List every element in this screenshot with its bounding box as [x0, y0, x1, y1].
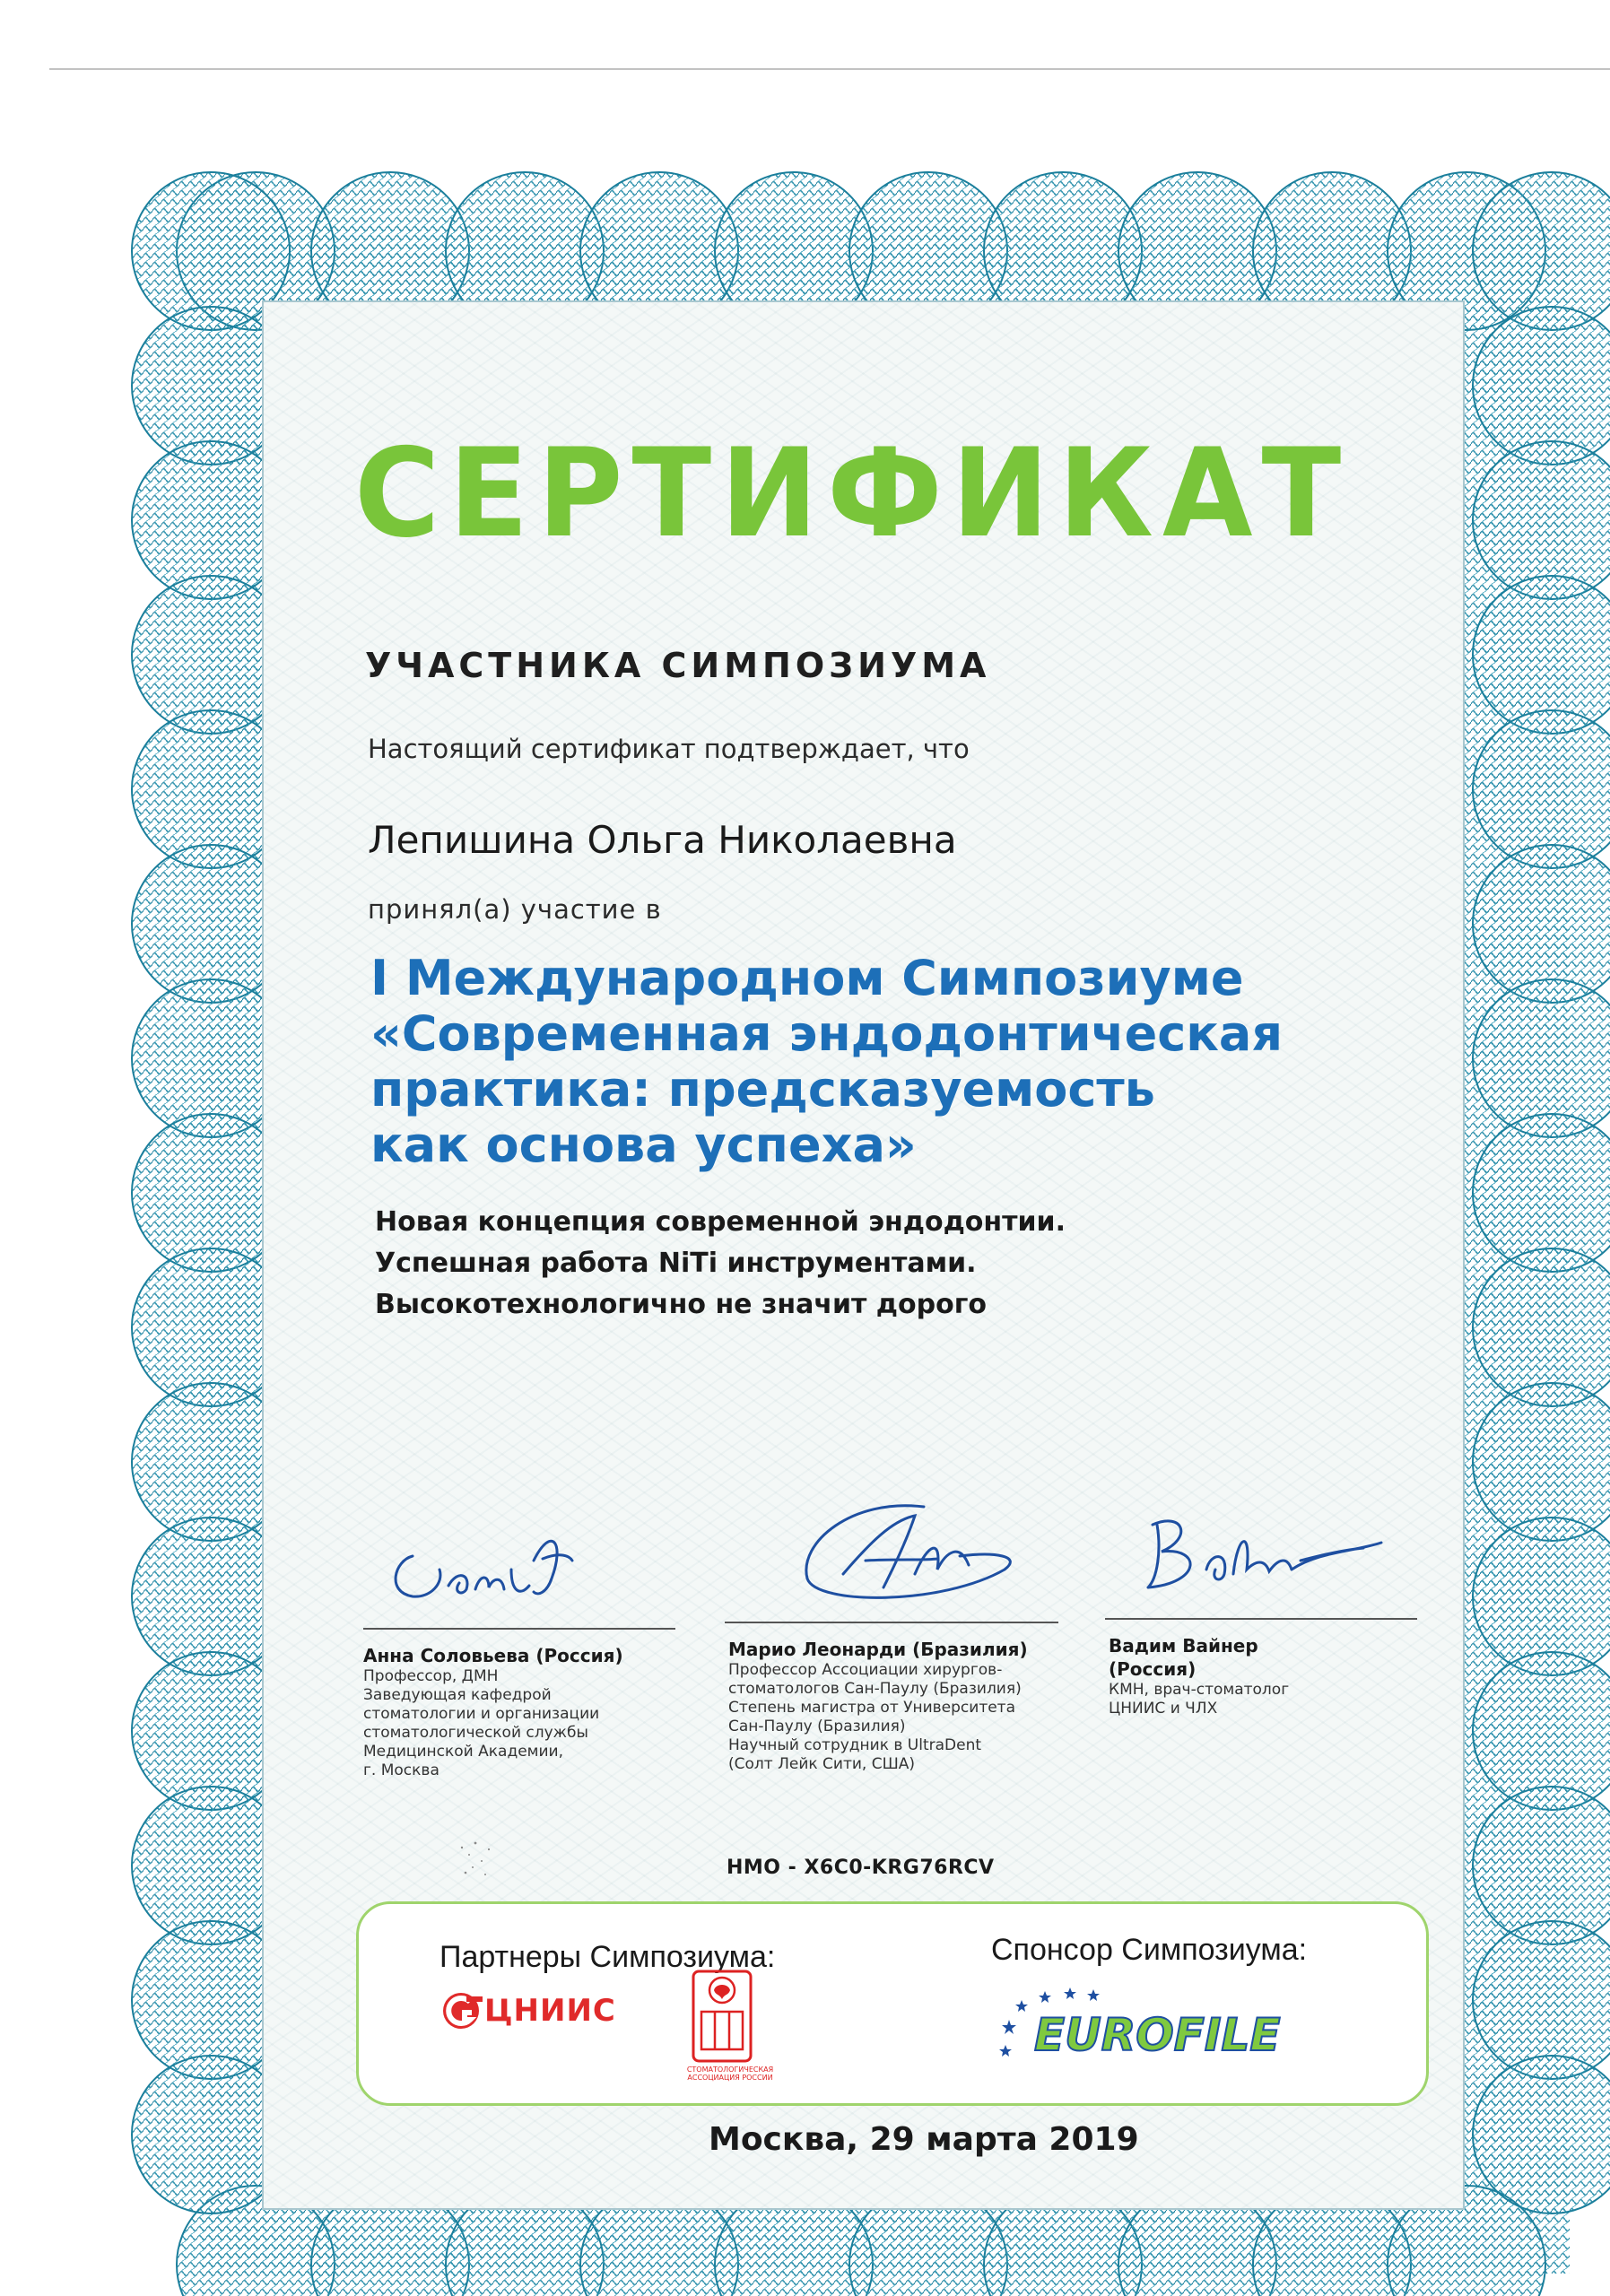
- event-title-line: I Международном Симпозиуме: [370, 950, 1244, 1006]
- name-line: Вадим Вайнер: [1109, 1635, 1258, 1657]
- eurofile-logo-icon: [991, 1980, 1281, 2061]
- role-line: стоматологической службы: [363, 1724, 588, 1742]
- dental-association-name: [671, 2066, 789, 2082]
- partners-label: Партнеры Симпозиума:: [439, 1940, 776, 1974]
- role-line: Профессор, ДМН: [363, 1667, 499, 1685]
- signature-line: [363, 1628, 675, 1630]
- signatory-leonardi: [728, 1638, 1028, 1774]
- role-line: КМН, врач-стоматолог: [1109, 1681, 1290, 1699]
- participant-name: Лепишина Ольга Николаевна: [368, 818, 957, 862]
- association-name-line: СТОМАТОЛОГИЧЕСКАЯ: [686, 2066, 774, 2074]
- certificate-title: СЕРТИФИКАТ: [354, 422, 1351, 565]
- sponsor-label: Спонсор Симпозиума:: [991, 1933, 1308, 1967]
- event-title-line: «Современная эндодонтическая: [370, 1005, 1284, 1062]
- signatory-role: [363, 1667, 623, 1780]
- cniis-logo-text: ЦНИИС: [484, 1993, 616, 2029]
- signature-vainer-image: [1121, 1498, 1390, 1605]
- took-part-text: принял(а) участие в: [368, 894, 662, 925]
- dental-association-logo-icon: [691, 1969, 753, 2063]
- confirm-text: Настоящий сертификат подтверждает, что: [368, 734, 970, 764]
- topic-line: Высокотехнологично не значит дорого: [375, 1289, 988, 1320]
- signature-line: [725, 1622, 1058, 1623]
- signatory-name: [1109, 1634, 1289, 1681]
- role-line: Заведующая кафедрой: [363, 1686, 552, 1704]
- certificate-subtitle: УЧАСТНИКА СИМПОЗИУМА: [365, 646, 991, 685]
- signatory-solovieva: [363, 1644, 623, 1780]
- role-line: г. Москва: [363, 1761, 439, 1779]
- role-line: стоматологов Сан-Паулу (Бразилия): [728, 1680, 1022, 1698]
- event-topics: [375, 1202, 1066, 1326]
- association-name-line: АССОЦИАЦИЯ РОССИИ: [687, 2074, 773, 2082]
- cniis-logo-icon: [439, 1989, 486, 2032]
- event-title-line: как основа успеха»: [370, 1117, 917, 1173]
- event-title: [370, 951, 1447, 1173]
- signatory-vainer: [1109, 1634, 1289, 1718]
- role-line: Степень магистра от Университета: [728, 1699, 1016, 1717]
- signature-line: [1105, 1618, 1417, 1620]
- topic-line: Успешная работа NiTi инструментами.: [375, 1248, 977, 1279]
- signatory-name: Анна Соловьева (Россия): [363, 1645, 623, 1666]
- role-line: Научный сотрудник в UltraDent: [728, 1736, 982, 1754]
- role-line: ЦНИИС и ЧЛХ: [1109, 1700, 1218, 1718]
- event-title-line: практика: предсказуемость: [370, 1061, 1155, 1118]
- signatory-role: [728, 1661, 1028, 1774]
- scan-noise-dots: [453, 1830, 525, 1883]
- signatory-role: [1109, 1681, 1289, 1718]
- nmo-code: НМО - Х6С0-KRG76RCV: [727, 1857, 995, 1879]
- signature-solovieva-image: [377, 1507, 610, 1614]
- signature-leonardi-image: [780, 1489, 1031, 1614]
- name-line: (Россия): [1109, 1658, 1197, 1680]
- role-line: Сан-Паулу (Бразилия): [728, 1718, 906, 1735]
- role-line: Медицинской Академии,: [363, 1743, 563, 1761]
- eurofile-logo-text: EUROFILE: [1034, 2009, 1281, 2061]
- topic-line: Новая концепция современной эндодонтии.: [375, 1206, 1066, 1238]
- signatory-name: Марио Леонарди (Бразилия): [728, 1639, 1028, 1660]
- role-line: (Солт Лейк Сити, США): [728, 1755, 916, 1773]
- role-line: стоматологии и организации: [363, 1705, 600, 1723]
- role-line: Профессор Ассоциации хирургов-: [728, 1661, 1003, 1679]
- place-and-date: Москва, 29 марта 2019: [709, 2121, 1139, 2158]
